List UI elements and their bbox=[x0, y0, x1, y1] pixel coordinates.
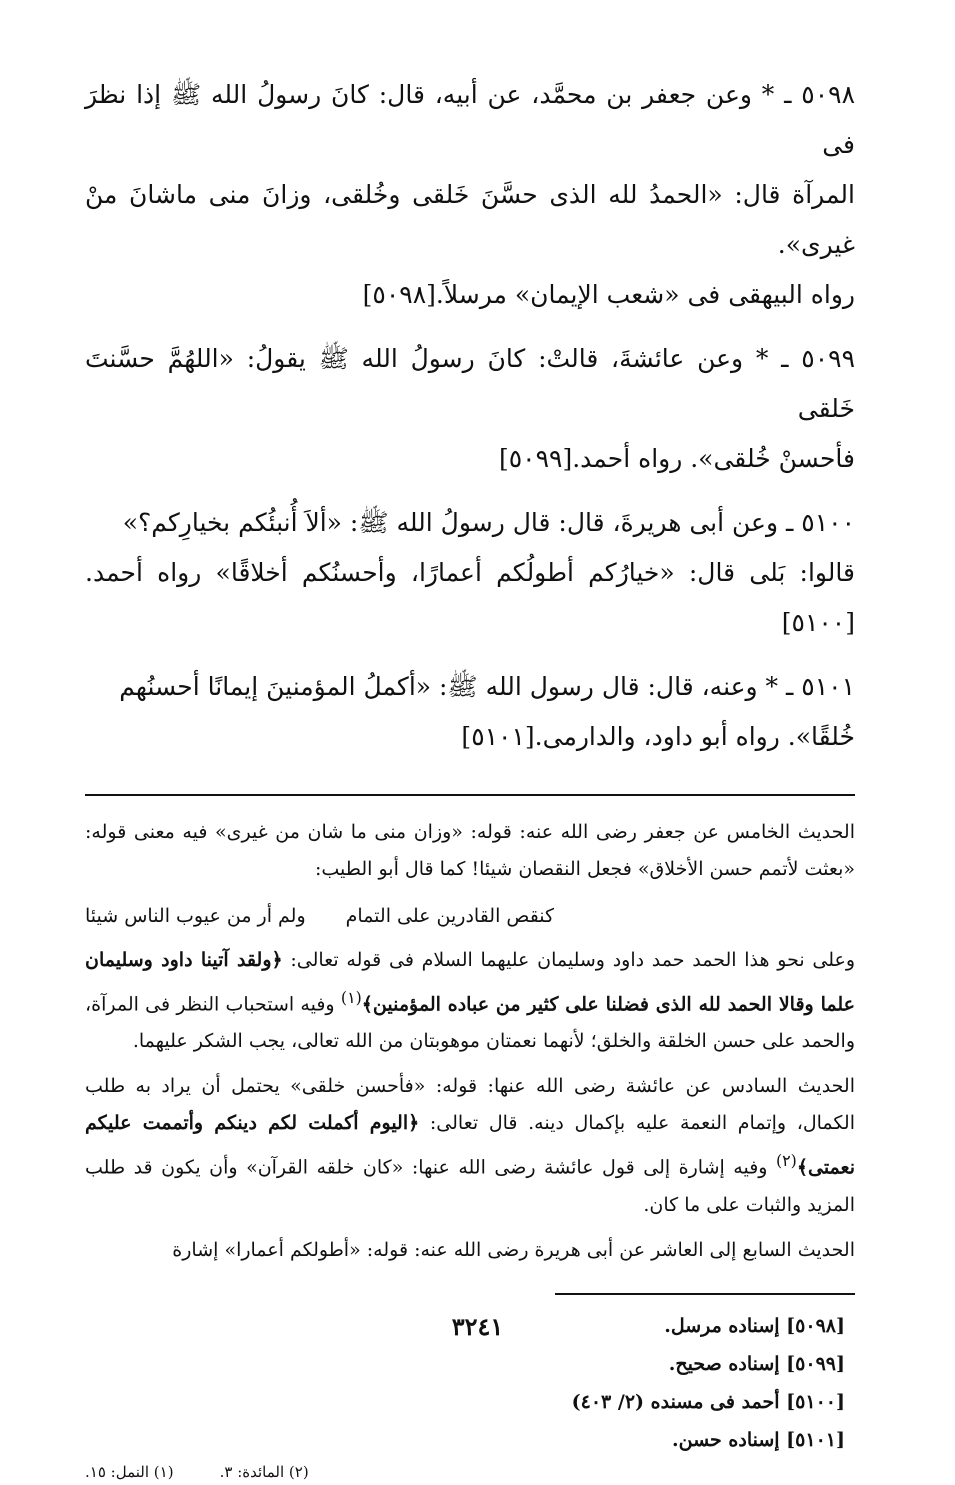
p3-text-start: الحديث السادس عن عائشة رضى الله عنها: قوله: «فأحسن خلقى» يحتمل أن يراد به طلب الكمال، وإتمام النعمة عليه بإكمال دينه. قال تعالى: bbox=[85, 1075, 855, 1135]
hadith-5101-line2: خُلقًا». رواه أبو داود، والدارمى.[٥١٠١] bbox=[461, 722, 855, 751]
p2-text-start: وعلى نحو هذا الحمد حمد داود وسليمان عليهما السلام فى قوله تعالى: bbox=[282, 949, 855, 971]
poetry-verse bbox=[85, 896, 855, 936]
footnotes-divider bbox=[555, 1293, 855, 1295]
hadith-5099 bbox=[85, 334, 855, 484]
verse-second-hemistich: كنقص القادرين على التمام bbox=[345, 905, 555, 927]
commentary-paragraph-3 bbox=[85, 1068, 855, 1223]
p3-text-end: وفيه إشارة إلى قول عائشة رضى الله عنها: «كان خلقه القرآن» وأن يكون قد طلب المزيد والثبات على ما كان. bbox=[85, 1156, 855, 1216]
hadith-5100-line2: قالوا: بَلى قال: «خيارُكم أطولُكم أعمارًا، وأحسنُكم أخلاقًا» رواه أحمد.[٥١٠٠] bbox=[85, 558, 855, 637]
verse-first-hemistich: ولم أر من عيوب الناس شيئا bbox=[85, 905, 306, 927]
commentary-paragraph-1: الحديث الخامس عن جعفر رضى الله عنه: قوله: «وزان منى ما شان من غيرى» فيه معنى قوله: «بعثت لأتمم حسن الأخلاق» فجعل النقصان شيئا! كما قال أبو الطيب: bbox=[85, 821, 855, 880]
footnote-5098: [٥٠٩٨] إسناده مرسل. bbox=[664, 1314, 845, 1337]
p2-text-end: وفيه استحباب النظر فى المرآة، والحمد على حسن الخلقة والخلق؛ لأنهما نعمتان موهوبتان من الله تعالى، يجب الشكر عليهما. bbox=[85, 993, 855, 1053]
commentary-paragraph-2 bbox=[85, 942, 855, 1060]
page-number: ٣٢٤١ bbox=[451, 1312, 504, 1341]
hadith-5101 bbox=[85, 662, 855, 762]
commentary-divider bbox=[85, 794, 855, 796]
footnote-5100: [٥١٠٠] أحمد فى مسنده (٢/ ٤٠٣) bbox=[571, 1390, 845, 1413]
hadith-5100-line1: ٥١٠٠ ـ وعن أبى هريرةَ، قال: قال رسولُ الله ﷺ: «ألاَ أُنبئُكم بخيارِكم؟» bbox=[122, 508, 855, 537]
hadith-5098-line1: ٥٠٩٨ ـ * وعن جعفر بن محمَّد، عن أبيه، قال: كانَ رسولُ الله ﷺ إذا نظرَ فى bbox=[85, 80, 855, 159]
hadith-5098-line3: رواه البيهقى فى «شعب الإيمان» مرسلاً.[٥٠٩٨] bbox=[362, 280, 855, 309]
commentary bbox=[85, 814, 855, 1269]
quran-quote-1: ﴿ولقد آتينا داود وسليمان علما وقالا الحمد لله الذى فضلنا على كثير من عباده المؤمنين﴾ bbox=[85, 949, 855, 1016]
hadith-5099-line1: ٥٠٩٩ ـ * وعن عائشةَ، قالتْ: كانَ رسولُ الله ﷺ يقولُ: «اللهُمَّ حسَّنتَ خَلقى bbox=[85, 344, 855, 423]
quran-ref-1: (١) النمل: ١٥. bbox=[85, 1462, 174, 1481]
hadith-5099-line2: فأحسنْ خُلقى». رواه أحمد.[٥٠٩٩] bbox=[498, 444, 855, 473]
quran-references bbox=[85, 1459, 845, 1485]
footnote-5101: [٥١٠١] إسناده حسن. bbox=[672, 1428, 845, 1451]
hadith-5098 bbox=[85, 70, 855, 320]
footnote-ref-1: (١) bbox=[340, 988, 362, 1007]
footnote-ref-2: (٢) bbox=[775, 1151, 797, 1171]
hadith-5098-line2: المرآة قال: «الحمدُ لله الذى حسَّنَ خَلقى وخُلقى، وزانَ منى ماشانَ منْ غيرى». bbox=[85, 180, 855, 259]
footnote-5099: [٥٠٩٩] إسناده صحيح. bbox=[668, 1352, 845, 1375]
hadith-5101-line1: ٥١٠١ ـ * وعنه، قال: قال رسول الله ﷺ: «أكملُ المؤمنينَ إيمانًا أحسنُهم bbox=[119, 672, 855, 701]
hadith-5100 bbox=[85, 498, 855, 648]
commentary-paragraph-4: الحديث السابع إلى العاشر عن أبى هريرة رضى الله عنه: قوله: «أطولكم أعمارا» إشارة bbox=[172, 1238, 855, 1261]
quran-ref-2: (٢) المائدة: ٣. bbox=[219, 1462, 309, 1481]
quran-quote-2: ﴿اليوم أكملت لكم دينكم وأتممت عليكم نعمتى﴾ bbox=[85, 1112, 855, 1179]
